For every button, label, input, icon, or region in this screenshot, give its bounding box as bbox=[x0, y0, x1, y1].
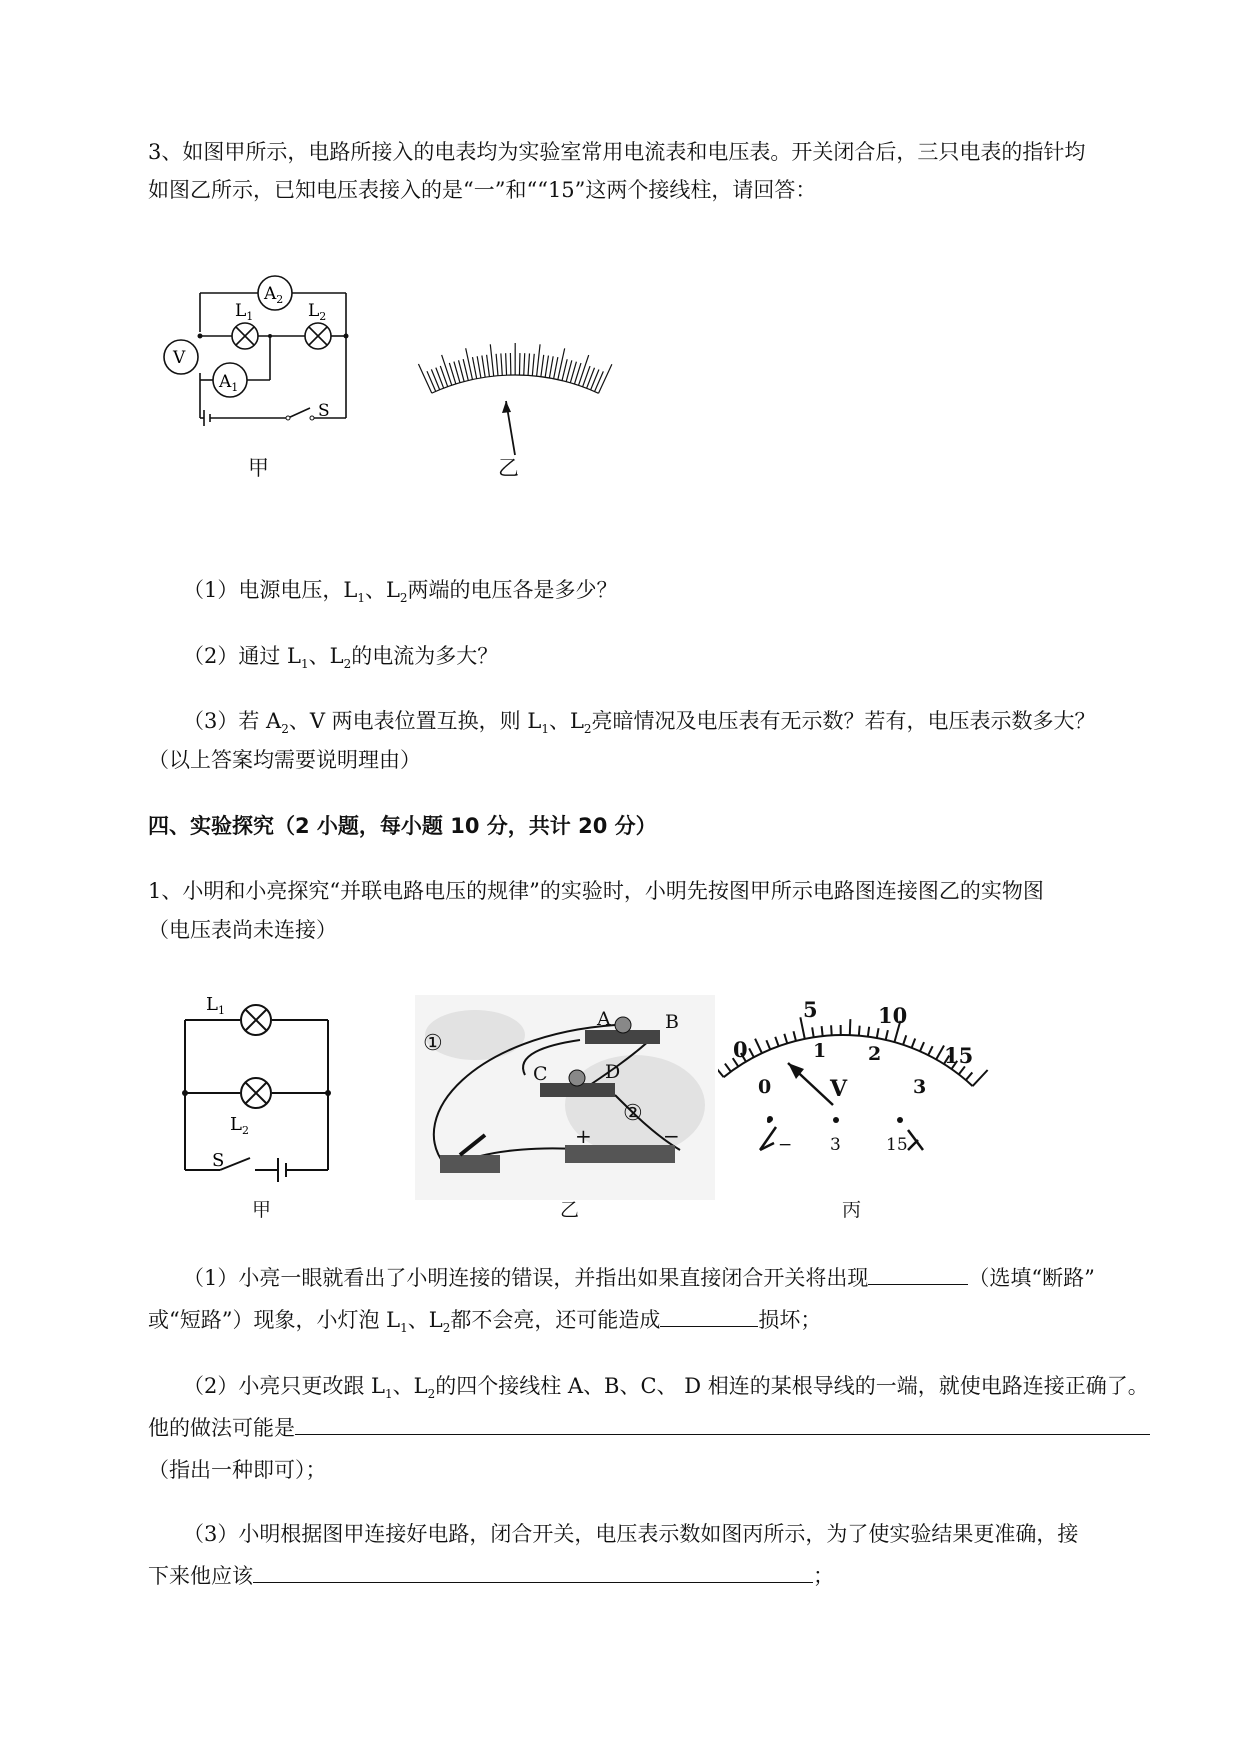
p1-sub-3-line-1: （3）小明根据图甲连接好电路，闭合开关，电压表示数如图丙所示，为了使实验结果更准确，接 bbox=[183, 1522, 1079, 1546]
voltmeter-tick bbox=[859, 1026, 860, 1036]
voltmeter-tick bbox=[822, 1026, 823, 1036]
dial-tick bbox=[579, 355, 589, 385]
label-a2: $A_2$ bbox=[264, 284, 284, 306]
p1-sub-1-line-2: 或“短路”）现象，小灯泡 $L_1$、$L_2$都不会亮，还可能造成 损坏； bbox=[148, 1304, 821, 1344]
dial-arc bbox=[432, 375, 599, 393]
label-l1: $L_1$ bbox=[235, 301, 254, 323]
voltmeter-tick bbox=[973, 1070, 988, 1086]
dial-tick bbox=[532, 354, 534, 376]
dial-tick bbox=[490, 344, 493, 376]
dial-tick bbox=[463, 359, 468, 380]
vm-unit: V bbox=[830, 1076, 848, 1102]
q3-note: （以上答案均需要说明理由） bbox=[148, 748, 421, 772]
dial-tick bbox=[501, 353, 502, 375]
vm-terminal-3: 3 bbox=[830, 1135, 841, 1155]
p1-label-l1: $L_1$ bbox=[206, 994, 225, 1017]
q3-sub-2: （2）通过 $L_1$、$L_2$的电流为多大？ bbox=[183, 644, 499, 672]
photo-label-a: A bbox=[597, 1008, 611, 1030]
p1-voltmeter-bing bbox=[718, 995, 998, 1195]
voltmeter-tick bbox=[920, 1042, 924, 1051]
dial-tick bbox=[595, 371, 604, 391]
photo-label-minus: − bbox=[663, 1124, 680, 1148]
p1-line-2: （电压表尚未连接） bbox=[148, 918, 337, 942]
q3-circuit-diagram-jia bbox=[160, 250, 400, 490]
blank-4[interactable] bbox=[253, 1560, 813, 1583]
voltmeter-tick bbox=[831, 1025, 832, 1035]
dial-tick bbox=[472, 357, 476, 379]
voltmeter-tick bbox=[775, 1037, 778, 1046]
voltmeter-tick bbox=[755, 1039, 762, 1053]
dial-tick bbox=[482, 355, 485, 377]
dial-tick bbox=[554, 357, 558, 379]
q3-line-1: 3、如图甲所示，电路所接入的电表均为实验室常用电流表和电压表。开关闭合后，三只电表的指针均 bbox=[148, 140, 1086, 164]
voltmeter-tick bbox=[850, 1019, 851, 1035]
vm-top-15: 15 bbox=[944, 1043, 974, 1068]
voltmeter-tick bbox=[936, 1045, 944, 1059]
p1-sub-2-line-3: （指出一种即可）； bbox=[148, 1458, 327, 1482]
label-l2: $L_2$ bbox=[308, 301, 327, 323]
blank-3[interactable] bbox=[295, 1412, 1150, 1435]
vm-bottom-1: 1 bbox=[813, 1040, 827, 1062]
label-a1: $A_1$ bbox=[219, 372, 239, 394]
blank-2[interactable] bbox=[660, 1304, 758, 1327]
vm-top-0: 0 bbox=[733, 1037, 748, 1062]
p1-caption-yi: 乙 bbox=[560, 1199, 580, 1221]
photo-label-b: B bbox=[665, 1011, 679, 1033]
p1-label-l2: $L_2$ bbox=[230, 1114, 249, 1137]
q3-sub-1: （1）电源电压，$L_1$、$L_2$两端的电压各是多少？ bbox=[183, 578, 618, 606]
p1-physical-circuit-yi bbox=[415, 995, 715, 1200]
voltmeter-tick bbox=[903, 1035, 906, 1044]
p1-sub-2-line-1: （2）小亮只更改跟 $L_1$、$L_2$的四个接线柱 A、B、C、 D 相连的某根导线的一端，就使电路连接正确了。 bbox=[183, 1374, 1149, 1402]
p1-caption-bing: 丙 bbox=[842, 1199, 862, 1221]
vm-terminal-15: 15 bbox=[886, 1135, 908, 1155]
voltmeter-tick bbox=[966, 1072, 972, 1080]
dial-tick bbox=[442, 355, 452, 385]
voltmeter-tick bbox=[928, 1046, 932, 1055]
caption-yi: 乙 bbox=[498, 456, 519, 480]
voltmeter-tick bbox=[886, 1030, 888, 1040]
q3-sub-3: （3）若 $A_2$、V 两电表位置互换，则 $L_1$、$L_2$亮暗情况及电压表有无示数？若有，电压表示数多大？ bbox=[183, 709, 1096, 737]
dial-tick bbox=[591, 369, 599, 389]
q3-meter-dial-yi bbox=[405, 325, 655, 465]
p1-sub-3-line-2: 下来他应该 ； bbox=[148, 1560, 834, 1592]
dial-tick bbox=[477, 356, 481, 378]
photo-label-1: ① bbox=[423, 1031, 443, 1056]
voltmeter-tick bbox=[718, 1060, 724, 1077]
photo-label-plus: + bbox=[575, 1124, 592, 1148]
dial-tick bbox=[545, 356, 548, 378]
voltmeter-tick bbox=[793, 1031, 795, 1041]
voltmeter-tick bbox=[725, 1064, 731, 1072]
voltmeter-tick bbox=[784, 1034, 787, 1044]
p1-label-s: S bbox=[212, 1150, 225, 1171]
p1-sub-2-line-2: 他的做法可能是 bbox=[148, 1412, 1150, 1444]
caption-jia: 甲 bbox=[248, 456, 269, 480]
vm-terminal-minus: − bbox=[778, 1135, 793, 1155]
dial-tick bbox=[549, 356, 553, 378]
p1-circuit-diagram-jia bbox=[170, 990, 350, 1190]
voltmeter-tick bbox=[812, 1027, 814, 1037]
voltmeter-tick bbox=[877, 1028, 879, 1038]
photo-label-2: ② bbox=[623, 1101, 643, 1126]
dial-tick bbox=[459, 360, 465, 381]
dial-tick bbox=[496, 354, 498, 376]
vm-bottom-0: 0 bbox=[758, 1076, 772, 1098]
vm-bottom-2: 2 bbox=[868, 1043, 882, 1065]
dial-tick bbox=[524, 353, 525, 375]
dial-tick bbox=[528, 353, 529, 375]
label-v: V bbox=[173, 348, 186, 368]
voltmeter-tick bbox=[766, 1040, 770, 1049]
voltmeter-tick bbox=[749, 1048, 754, 1057]
q3-line-2: 如图乙所示，已知电压表接入的是“一”和““15”这两个接线柱，请回答： bbox=[148, 178, 817, 202]
dial-tick bbox=[541, 355, 544, 377]
p1-line-1: 1、小明和小亮探究“并联电路电压的规律”的实验时，小明先按图甲所示电路图连接图乙的实物图 bbox=[148, 879, 1044, 903]
dial-tick bbox=[427, 371, 436, 391]
dial-tick bbox=[487, 355, 490, 377]
p1-sub-1-line-1: （1）小亮一眼就看出了小明连接的错误，并指出如果直接闭合开关将出现 （选填“断路” bbox=[183, 1262, 1095, 1294]
photo-label-c: C bbox=[533, 1063, 548, 1085]
section-4-title: 四、实验探究（2 小题，每小题 10 分，共计 20 分） bbox=[148, 814, 657, 838]
vm-top-5: 5 bbox=[803, 997, 818, 1022]
voltmeter-tick bbox=[868, 1027, 869, 1037]
dial-tick bbox=[506, 353, 507, 375]
dial-tick bbox=[537, 344, 540, 376]
vm-bottom-3: 3 bbox=[913, 1076, 927, 1098]
voltmeter-tick bbox=[912, 1038, 916, 1047]
p1-caption-jia: 甲 bbox=[252, 1199, 272, 1221]
label-s: S bbox=[318, 401, 330, 421]
dial-tick bbox=[431, 369, 439, 389]
photo-label-d: D bbox=[605, 1061, 621, 1083]
blank-1[interactable] bbox=[868, 1262, 968, 1285]
vm-top-10: 10 bbox=[878, 1003, 908, 1028]
dial-tick bbox=[562, 359, 567, 380]
